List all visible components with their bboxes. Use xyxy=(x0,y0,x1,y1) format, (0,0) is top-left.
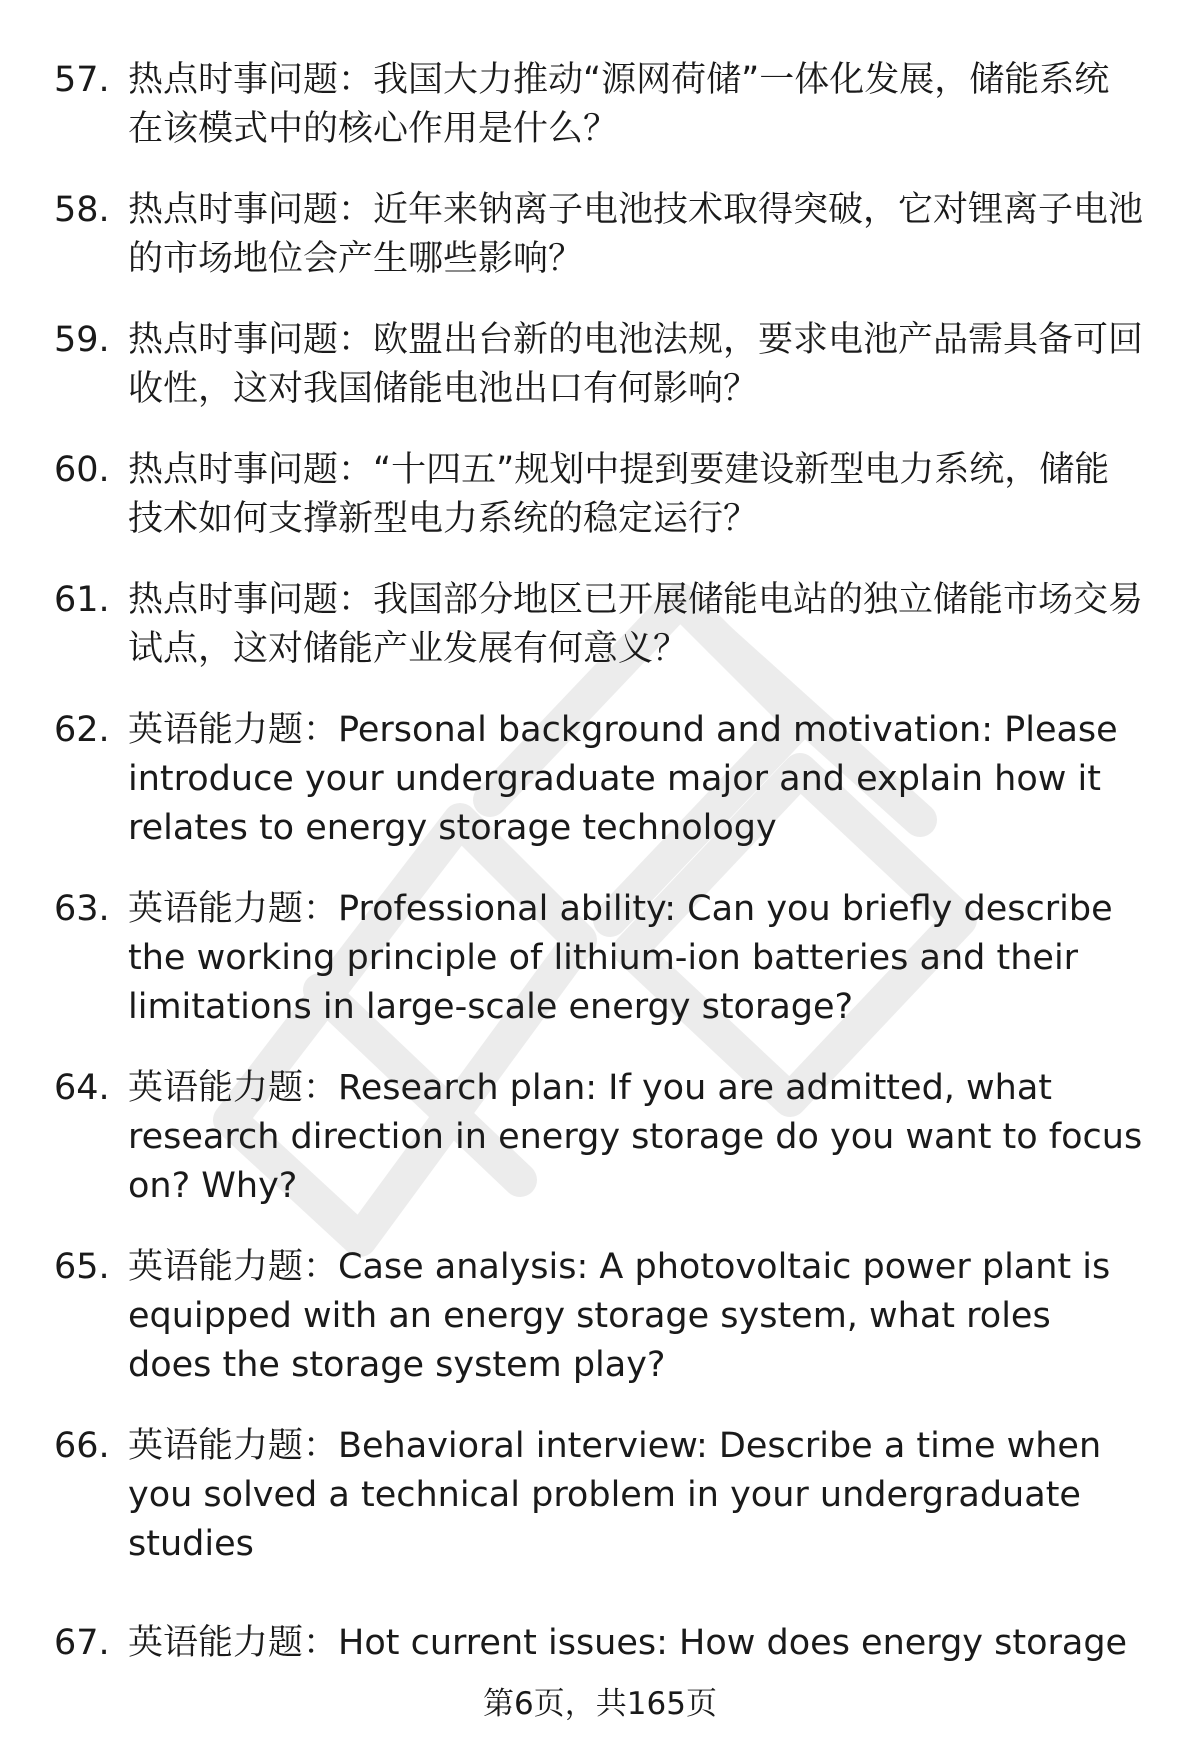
question-number: 60. xyxy=(54,450,110,490)
question-body xyxy=(128,1064,1144,1211)
question-body xyxy=(128,186,1144,284)
question-body xyxy=(128,1422,1144,1569)
question-text: Hot current issues: How does energy storage xyxy=(338,1623,1128,1663)
question-number: 62. xyxy=(54,710,110,750)
question-item xyxy=(54,576,1144,674)
question-body xyxy=(128,1243,1144,1390)
question-body xyxy=(128,885,1144,1032)
question-item xyxy=(54,446,1144,544)
question-number: 64. xyxy=(54,1068,110,1108)
question-text: “十四五”规划中提到要建设新型电力系统，储能技术如何支撑新型电力系统的稳定运行？ xyxy=(128,450,1110,539)
question-item xyxy=(54,1064,1144,1211)
question-list xyxy=(54,56,1144,1601)
question-category: 热点时事问题： xyxy=(128,450,374,490)
question-number: 63. xyxy=(54,889,110,929)
page-footer: 第6页，共165页 xyxy=(483,1686,717,1722)
question-category: 热点时事问题： xyxy=(128,320,374,360)
question-body xyxy=(128,316,1144,414)
question-number: 67. xyxy=(54,1623,110,1663)
question-text: 近年来钠离子电池技术取得突破，它对锂离子电池的市场地位会产生哪些影响？ xyxy=(128,190,1144,279)
question-text: 欧盟出台新的电池法规，要求电池产品需具备可回收性，这对我国储能电池出口有何影响？ xyxy=(128,320,1144,409)
question-text: Research plan: If you are admitted, what research direction in energy storage do you want to focus on? Why? xyxy=(128,1068,1143,1206)
question-category: 英语能力题： xyxy=(128,710,339,750)
question-text: 我国大力推动“源网荷储”一体化发展，储能系统在该模式中的核心作用是什么？ xyxy=(128,60,1110,149)
question-number: 66. xyxy=(54,1426,110,1466)
question-item xyxy=(54,1422,1144,1569)
question-item xyxy=(54,885,1144,1032)
question-number: 58. xyxy=(54,190,110,230)
question-number: 65. xyxy=(54,1247,110,1287)
question-category: 英语能力题： xyxy=(128,1426,339,1466)
question-number: 57. xyxy=(54,60,110,100)
question-category: 热点时事问题： xyxy=(128,190,374,230)
question-category: 英语能力题： xyxy=(128,1068,339,1108)
question-category: 英语能力题： xyxy=(128,889,339,929)
question-body xyxy=(128,576,1144,674)
question-item xyxy=(54,706,1144,853)
question-item xyxy=(54,316,1144,414)
question-item xyxy=(54,186,1144,284)
question-number: 59. xyxy=(54,320,110,360)
question-text: 我国部分地区已开展储能电站的独立储能市场交易试点，这对储能产业发展有何意义？ xyxy=(128,580,1144,669)
question-category: 英语能力题： xyxy=(128,1247,339,1287)
question-body xyxy=(128,1619,1144,1668)
question-text: Behavioral interview: Describe a time when you solved a technical problem in your undergraduate studies xyxy=(128,1426,1102,1564)
question-body xyxy=(128,446,1144,544)
question-text: Personal background and motivation: Please introduce your undergraduate major and explain how it relates to energy storage technology xyxy=(128,710,1118,848)
question-body xyxy=(128,706,1144,853)
question-category: 热点时事问题： xyxy=(128,580,374,620)
question-item xyxy=(54,1243,1144,1390)
question-category: 热点时事问题： xyxy=(128,60,374,100)
question-item-truncated xyxy=(54,1619,1144,1668)
question-number: 61. xyxy=(54,580,110,620)
question-category: 英语能力题： xyxy=(128,1623,339,1663)
question-body xyxy=(128,56,1144,154)
question-item xyxy=(54,56,1144,154)
question-text: Professional ability: Can you briefly describe the working principle of lithium-ion batteries and their limitations in large-scale energy storage? xyxy=(128,889,1113,1027)
question-text: Case analysis: A photovoltaic power plant is equipped with an energy storage system, what roles does the storage system play? xyxy=(128,1247,1111,1385)
